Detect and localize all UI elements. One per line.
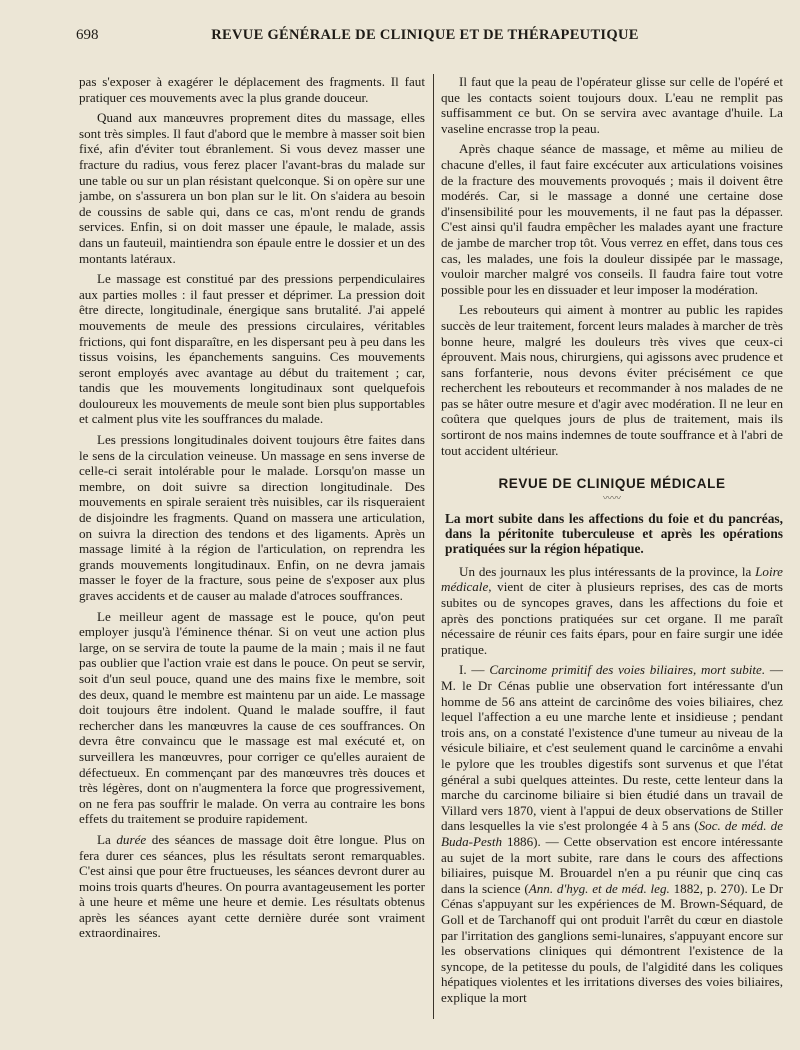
text-run: — M. le Dr Cénas publie une observation fort intéressante d'un homme de 56 ans atteint de carcinôme des voies biliaires, chez lequel l'affection a eu une marche lente et insidieuse ; pendant trois ans, on a constaté l'existence d'une tumeur au niveau de la vésicule biliaire, et c'est seulement quand le carcinôme a envahi le pylore que les troubles digestifs sont survenus et que l'état général a subi quelques atteintes. Du reste, cette lenteur dans la marche du carcinome biliaire si bien étudié dans un travail de Villard vers 1870, vient à l'appui de deux observations de Stiller dans lesquelles la vie s'est prolongée 4 à 5 ans ( [441, 662, 783, 834]
article-subtitle: La mort subite dans les affections du foie et du pancréas, dans la péritonite tuberculeuse et après les opérations pratiquées sur la région hépatique. [445, 510, 783, 556]
paragraph [441, 564, 783, 658]
left-column [79, 74, 425, 1034]
text-run: I. — [459, 662, 490, 678]
text-run: des séances de massage doit être longue. Plus on fera durer ces séances, plus les résultats seront remarquables. C'est ainsi que pour être fructueuses, les séances devront durer au moins trois quarts d'heures. On pourra avantageusement les porter à une heure et même une heure et demie. Les résultats obtenus après les séances ayant cette dernière durée sont vraiment extraordinaires. [79, 831, 425, 941]
emphasis: Loire médicale [441, 563, 783, 595]
paragraph [79, 832, 425, 941]
ornament: 〰〰 [602, 492, 621, 503]
paragraph: pas s'exposer à exagérer le déplacement des fragments. Il faut pratiquer ces mouvements avec la plus grande douceur. [79, 74, 425, 105]
column-divider [433, 74, 434, 1019]
running-head: REVUE GÉNÉRALE DE CLINIQUE ET DE THÉRAPEUTIQUE [211, 27, 639, 43]
text-run: 1886). — Cette observation est encore intéressante au sujet de la mort subite, rare dans le cours des affections biliaires, puisque M. Brouardel n'en a pu réunir que cinq cas dans la science ( [441, 833, 783, 896]
emphasis: Soc. de méd. de Buda-Pesth [441, 818, 783, 849]
text-run: Un des journaux les plus intéressants de la province, la [459, 563, 756, 579]
paragraph: Quand aux manœuvres proprement dites du massage, elles sont très simples. Il faut d'abord que le membre à masser soit bien fixé, afin d'éviter tout ébranlement. Si vous devez masser une fracture du radius, vous ferez placer l'avant-bras du malade sur une table ou sur un plan résistant quelconque. Si on opère sur une jambe, on s'assurera un bon plan sur le lit. On s'aidera au besoin de coussins de sable qui, dans ce cas, m'ont rendu de grands services. Enfin, si on doit masser une épaule, le malade, assis dans un fauteuil, maintiendra son épaule entre le dossier et un des montants latéraux. [79, 110, 425, 266]
paragraph: Il faut que la peau de l'opérateur glisse sur celle de l'opéré et que les contacts soient toujours doux. L'eau ne remplit pas suffisamment ce but. On se servira avec avantage d'huile. La vaseline encrasse trop la peau. [441, 74, 783, 136]
paragraph: Après chaque séance de massage, et même au milieu de chacune d'elles, il faut faire excécuter aux articulations voisines de la fracture des mouvements provoqués ; mais il doivent être modérés. Car, si le massage a donné une certaine dose d'insensibilité pour les mouvements, il ne faut pas la dépasser. C'est ainsi qu'il faudra empêcher les malades ayant une fracture de jambe de marcher trop tôt. Vous verrez en effet, dans tous ces cas, les malades, une fois la douleur dissipée par le massage, vouloir marcher malgré vos conseils. Il faudra faire tout votre possible pour les en dissuader et leur imposer la modération. [441, 141, 783, 297]
section-title: REVUE DE CLINIQUE MÉDICALE [498, 476, 726, 492]
paragraph: Les rebouteurs qui aiment à montrer au public les rapides succès de leur traitement, forcent leurs malades à marcher de très bonne heure, malgré les douleurs très vives que ceux-ci éprouvent. Mais nous, chirurgiens, qui agissons avec prudence et sans forfanterie, nous devons éviter précisément ce que recherchent les rebouteurs et recommander à nos malades de ne pas se hâter outre mesure et d'agir avec modération. Il ne leur en coûtera que quelques jours de plus de traitement, mais ils sortiront de nos mains indemnes de toute souffrance et à l'abri de tout accident ultérieur. [441, 302, 783, 458]
right-column [441, 74, 783, 1034]
page-header [70, 22, 780, 48]
text-run: La [97, 831, 117, 847]
text-run: 1882, p. 270). Le Dr Cénas s'appuyant sur les expériences de M. Brown-Séquard, de Goll et de Tarchanoff qui ont produit l'arrêt du cœur en diastole par l'irritation des ganglions semi-lunaires, s'appuyant encore sur les observations cliniques qui démontrent l'existence de la syncope, de la petitesse du pouls, de l'algidité dans les coliques hépatiques violentes et les irritations diverses des voies biliaires, explique la mort [441, 880, 783, 1005]
paragraph: Les pressions longitudinales doivent toujours être faites dans le sens de la circulation veineuse. Un massage en sens inverse de celle-ci serait intolérable pour le malade. Lorsqu'on masse un membre, on doit suivre sa direction longitudinale. Des mouvements en spirale seraient très nuisibles, car ils risqueraient de disjoindre les fragments. Quand on massera une articulation, on suivra la direction des tendons et des ligaments. Après un massage limité à la région de l'articulation, on reprendra les grands mouvements longitudinaux. Enfin, on ne devra jamais masser le foyer de la fracture, sous peine de s'exposer aux plus graves accidents et de causer au malade d'atroces souffrances. [79, 432, 425, 603]
emphasis: Ann. d'hyg. et de méd. leg. [528, 880, 670, 896]
emphasis: durée [116, 831, 147, 847]
paragraph [441, 662, 783, 1005]
emphasis: Carcinome primitif des voies biliaires, mort subite. [489, 662, 766, 678]
paragraph: Le massage est constitué par des pressions perpendiculaires aux parties molles : il faut presser et déprimer. La pression doit être directe, longitudinale, énergique sans brutalité. J'ai appelé mouvements de meule des pressions circulaires, véritables frictions, qui font disparaître, en les dispersant peu à peu dans les tissus voisins, les épanchements sanguins. Ces mouvements seront employés avec avantage au début du traitement ; car, tandis que les mouvements longitudinaux sont quelquefois douloureux les mouvements de meule sont bien plus supportables et calment plus vite les souffrances du malade. [79, 271, 425, 427]
paragraph: Le meilleur agent de massage est le pouce, qu'on peut employer jusqu'à l'éminence thénar. Si on veut une action plus large, on se servira de toute la paume de la main ; mais il ne faut pas oublier que l'action vraie est dans le pouce. On peut se servir, soit d'un seul pouce, quand une des mains fixe le membre, soit des deux, quand le membre est maintenu par un aide. Le massage doit toujours être indolent. Quand le malade souffre, il faut rechercher dans les manœuvres la cause de ces souffrances. On devra être convaincu que le massage est mal exécuté et, on surveillera les manœuvres, pour corriger ce qu'elles auraient de défectueux. En commençant par des manœuvres très douces et très légères, dont on n'augmentera la force que progressivement, on ne fera pas souffrir le malade. On verra au contraire les bons effets du traitement se produire rapidement. [79, 608, 425, 827]
page-number: 698 [76, 27, 99, 43]
text-run: , vient de citer à plusieurs reprises, des cas de morts subites ou de syncopes graves, dans les affections du foie et après des ponctions pratiquées sur cet organe. Il me paraît nécessaire de réunir ces faits épars, pour en faire surgir une idée pratique. [441, 579, 783, 657]
